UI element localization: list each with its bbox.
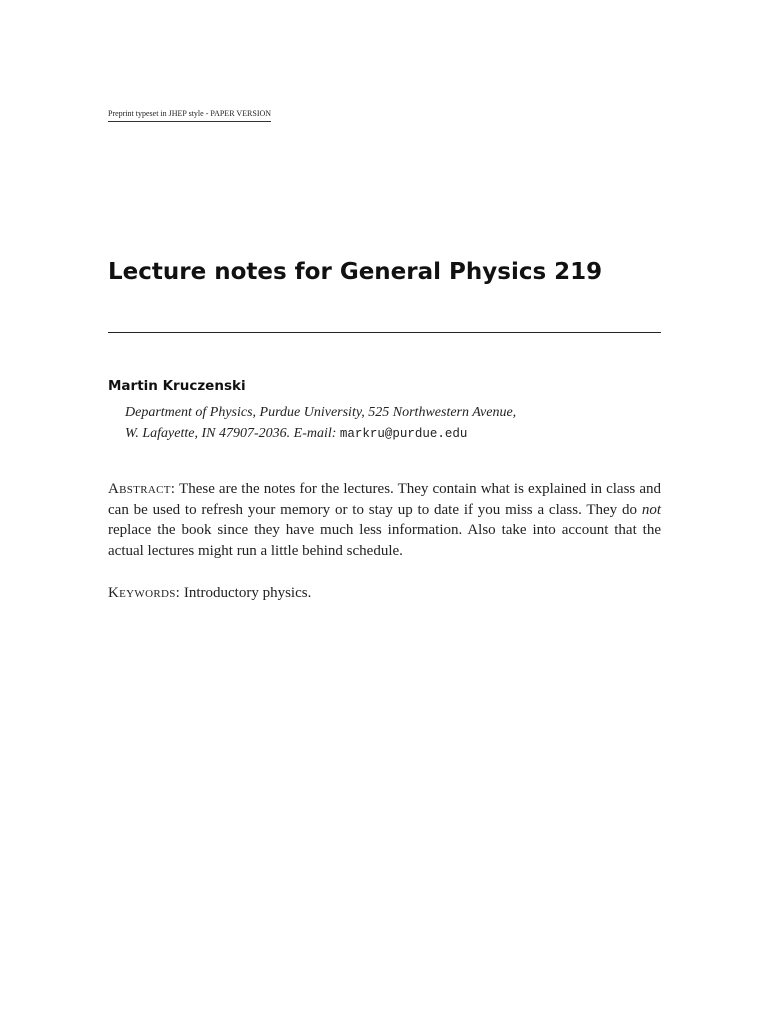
affiliation-address: W. Lafayette, IN 47907-2036. E-mail: (125, 426, 337, 441)
abstract-text-2: replace the book since they have much less information. Also take into account that the actual lectures might run a little behind schedule. (108, 522, 661, 559)
abstract (108, 479, 661, 561)
abstract-text-1: These are the notes for the lectures. They contain what is explained in class and can be used to refresh your memory or to stay up to date if you miss a class. They do (108, 481, 661, 518)
abstract-emphasis: not (641, 501, 662, 518)
keywords-text: Introductory physics. (183, 585, 312, 601)
abstract-label: Abstract: (108, 481, 176, 497)
author-name: Martin Kruczenski (108, 378, 246, 394)
author-affiliation (125, 402, 516, 445)
affiliation-line-1: Department of Physics, Purdue University, 525 Northwestern Avenue, (125, 405, 517, 420)
keywords-label: Keywords: (108, 585, 181, 601)
paper-title: Lecture notes for General Physics 219 (108, 259, 603, 285)
author-email: markru@purdue.edu (339, 427, 468, 441)
affiliation-line-2 (125, 423, 516, 445)
preprint-header: Preprint typeset in JHEP style - PAPER VERSION (108, 108, 271, 122)
title-rule (108, 332, 661, 333)
keywords (108, 583, 661, 604)
